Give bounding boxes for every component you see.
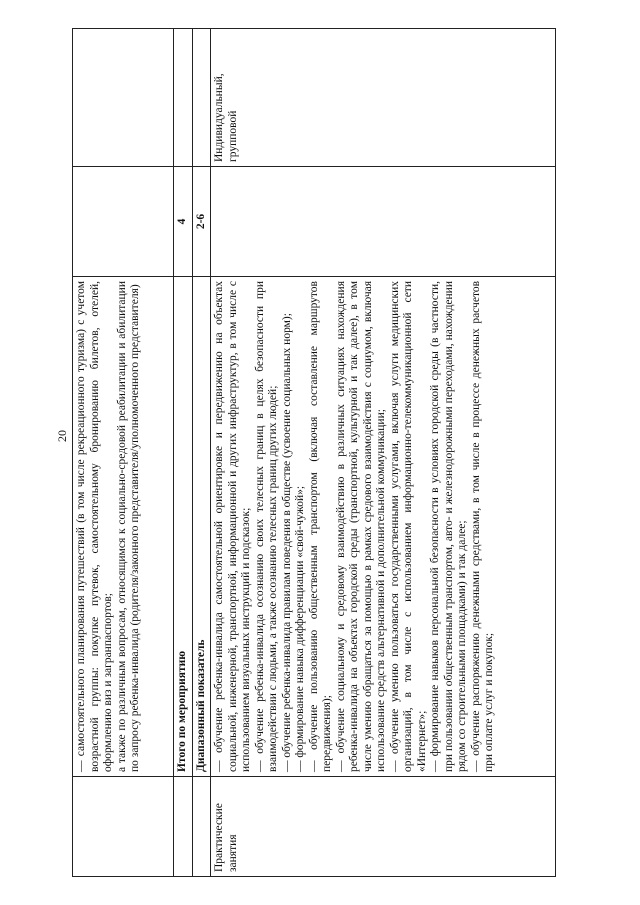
total-label: Итого по мероприятию: [174, 277, 193, 777]
table-row-range: [192, 29, 211, 877]
cell-empty: [174, 777, 193, 877]
content-paragraph: — формирование навыков персональной безопасности в условиях городской среды (в частности, при пользовании общественным транспортом, авто- и железнодорожными переходами, нахождении рядом со строительными площадками) и так далее;: [429, 281, 468, 772]
cell-form: [73, 29, 174, 167]
cell-empty: [192, 29, 211, 167]
content-paragraph: — формирование навыка дифференциации «свой-чужой»;: [294, 485, 306, 772]
cell-hours: [211, 167, 556, 277]
cell-form: Индивидуальный, групповой: [211, 29, 556, 167]
total-value: 4: [174, 167, 193, 277]
content-paragraph: — обучение пользованию общественным транспортом (включая составление маршрутов передвижения);: [307, 281, 333, 772]
cell-empty: [174, 29, 193, 167]
cell-type: Практические занятия: [211, 777, 556, 877]
cell-content: [211, 277, 556, 777]
content-paragraph: — самостоятельного планирования путешествий (в том числе рекреационного туризма) с учетом возрастной группы: покупке путевок, самостоятельному бронированию билетов, отелей, оформлению виз и загранпаспортов;: [75, 281, 114, 772]
table-row-total: [174, 29, 193, 877]
content-paragraph: а также по различным вопросам, относящимся к социально-средовой реабилитации и абилитации по запросу ребенка-инвалида (родителя/законного представителя/уполномоченного представителя): [115, 281, 141, 772]
cell-type: [73, 777, 174, 877]
content-paragraph: — обучение распоряжению денежными средствами, в том числе в процессе денежных расчетов при оплате услуг и покупок;: [469, 281, 495, 772]
table-row: [73, 29, 174, 877]
table-row: [211, 29, 556, 877]
cell-empty: [192, 777, 211, 877]
rotated-table-container: [72, 29, 572, 877]
cell-content: [73, 277, 174, 777]
content-paragraph: — обучение социальному и средовому взаимодействию в различных ситуациях нахождения ребенка-инвалида на объектах городской среды (транспортной, культурной и так далее), в том числе умению обращаться за помощью в рамках средового взаимодействия с социумом, включая использование средств альтернативной и дополнительной коммуникации;: [334, 281, 387, 772]
page-number: 20: [55, 430, 69, 442]
range-label: Диапазонный показатель: [192, 277, 211, 777]
range-value: 2-6: [192, 167, 211, 277]
content-paragraph: — обучение ребенка-инвалида осознанию своих телесных границ в целях безопасности при взаимодействии с людьми, а также осознанию телесных границ других людей;: [253, 281, 279, 772]
content-paragraph: — обучение ребенка-инвалида правилам поведения в обществе (усвоение социальных норм);: [280, 313, 293, 772]
content-paragraph: — обучение ребенка-инвалида самостоятельной ориентировке и передвижению на объектах социальной, инженерной, транспортной, информационной и других инфраструктур, в том числе с использованием визуальных инструкций и подсказок;: [213, 281, 252, 772]
program-table: [72, 28, 556, 877]
content-paragraph: — обучение умению пользоваться государственными услугами, включая услуги медицинских организаций, в том числе с использованием информационно-телекоммуникационной сети «Интернет»;: [388, 281, 428, 772]
cell-hours: [73, 167, 174, 277]
